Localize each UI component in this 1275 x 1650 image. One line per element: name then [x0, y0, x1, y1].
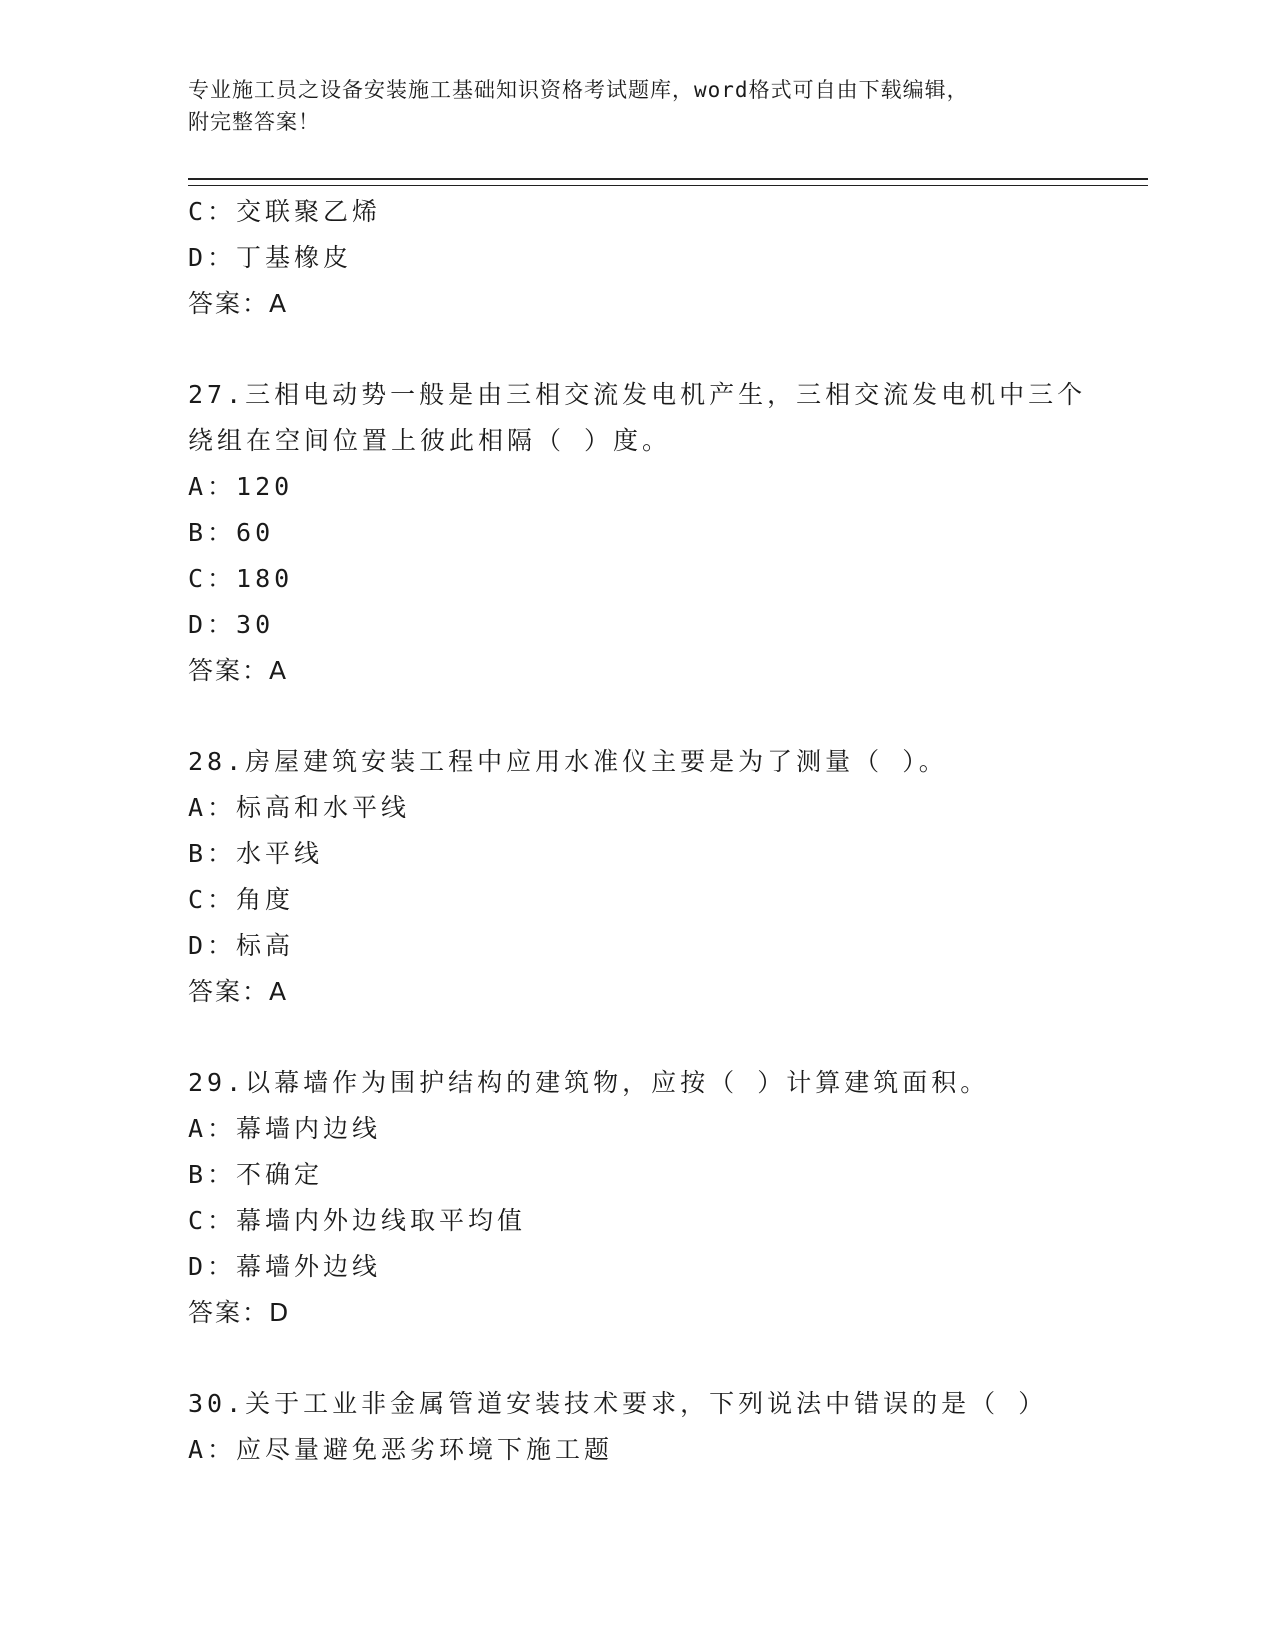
- answer-label: 答案：: [188, 977, 270, 1006]
- option-c: C：幕墙内外边线取平均值: [188, 1206, 527, 1235]
- answer-value: A: [269, 656, 289, 685]
- document-page: [188, 0, 1148, 1650]
- option-b: B：不确定: [188, 1160, 324, 1189]
- header-divider: [188, 178, 1148, 186]
- option-a: A：应尽量避免恶劣环境下施工题: [188, 1435, 614, 1464]
- question-list: [188, 189, 1148, 1473]
- option-d: D：丁基橡皮: [188, 243, 353, 272]
- question-28: [188, 739, 1148, 1015]
- answer-label: 答案：: [188, 1298, 270, 1327]
- question-27: [188, 372, 1148, 694]
- option-d: D：幕墙外边线: [188, 1252, 382, 1281]
- option-b: B：水平线: [188, 839, 324, 868]
- answer-line: [188, 281, 1148, 327]
- question-stem: 27.三相电动势一般是由三相交流发电机产生，三相交流发电机中三个: [188, 380, 1087, 409]
- question-29: [188, 1060, 1148, 1336]
- option-c: C：180: [188, 564, 294, 593]
- option-a: A：标高和水平线: [188, 793, 411, 822]
- answer-line: [188, 1290, 1148, 1336]
- question-stem: 28.房屋建筑安装工程中应用水准仪主要是为了测量（ ）。: [188, 747, 948, 776]
- answer-label: 答案：: [188, 656, 270, 685]
- answer-value: A: [269, 977, 289, 1006]
- answer-value: A: [269, 289, 289, 318]
- document-header: [188, 74, 1088, 138]
- option-b: B：60: [188, 518, 275, 547]
- question-stem: 绕组在空间位置上彼此相隔（ ）度。: [188, 426, 672, 455]
- question-stem: 29.以幕墙作为围护结构的建筑物，应按（ ）计算建筑面积。: [188, 1068, 990, 1097]
- header-line-2: 附完整答案！: [188, 110, 320, 134]
- option-a: A：幕墙内边线: [188, 1114, 382, 1143]
- question-stem: 30.关于工业非金属管道安装技术要求，下列说法中错误的是（ ）: [188, 1389, 1048, 1418]
- header-line-1: 专业施工员之设备安装施工基础知识资格考试题库，word格式可自由下载编辑，: [188, 78, 969, 102]
- question-26-tail: [188, 189, 1148, 327]
- answer-label: 答案：: [188, 289, 270, 318]
- option-c: C：交联聚乙烯: [188, 197, 382, 226]
- option-a: A：120: [188, 472, 294, 501]
- answer-line: [188, 648, 1148, 694]
- option-d: D：标高: [188, 931, 295, 960]
- question-30: [188, 1381, 1148, 1473]
- answer-line: [188, 969, 1148, 1015]
- answer-value: D: [269, 1298, 291, 1327]
- option-c: C：角度: [188, 885, 295, 914]
- option-d: D：30: [188, 610, 275, 639]
